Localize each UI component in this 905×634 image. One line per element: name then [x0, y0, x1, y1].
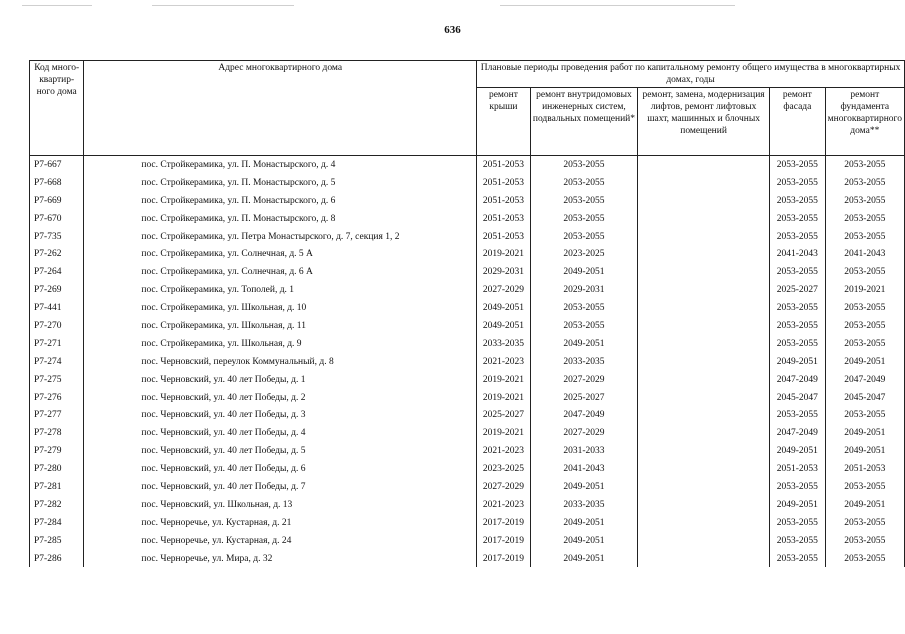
foundation-period-cell: 2053-2055: [825, 317, 904, 335]
building-address-cell: пос. Черновский, ул. Школьная, д. 13: [84, 496, 477, 514]
foundation-period-cell: 2053-2055: [825, 335, 904, 353]
lifts-period-cell: [638, 299, 770, 317]
foundation-period-cell: 2051-2053: [825, 460, 904, 478]
systems-period-cell: 2029-2031: [530, 281, 637, 299]
facade-period-cell: 2041-2043: [770, 245, 826, 263]
lifts-period-cell: [638, 353, 770, 371]
building-code-cell: Р7-284: [30, 514, 84, 532]
systems-period-cell: 2053-2055: [530, 228, 637, 246]
facade-period-cell: 2049-2051: [770, 353, 826, 371]
facade-period-cell: 2053-2055: [770, 299, 826, 317]
building-address-cell: пос. Черновский, ул. 40 лет Победы, д. 4: [84, 424, 477, 442]
lifts-period-cell: [638, 228, 770, 246]
facade-period-cell: 2053-2055: [770, 156, 826, 174]
capital-repair-schedule-table: [29, 60, 905, 567]
building-code-cell: Р7-282: [30, 496, 84, 514]
header-foundation: ремонт фундамента многоквартирного дома**: [825, 88, 904, 156]
building-code-cell: Р7-668: [30, 174, 84, 192]
lifts-period-cell: [638, 192, 770, 210]
header-roof: ремонт крыши: [477, 88, 531, 156]
roof-period-cell: 2023-2025: [477, 460, 531, 478]
building-address-cell: пос. Черновский, ул. 40 лет Победы, д. 7: [84, 478, 477, 496]
roof-period-cell: 2027-2029: [477, 478, 531, 496]
page-number: 636: [444, 24, 461, 36]
roof-period-cell: 2019-2021: [477, 424, 531, 442]
facade-period-cell: 2049-2051: [770, 496, 826, 514]
table-row: [30, 299, 905, 317]
foundation-period-cell: 2049-2051: [825, 424, 904, 442]
building-code-cell: Р7-735: [30, 228, 84, 246]
lifts-period-cell: [638, 281, 770, 299]
facade-period-cell: 2051-2053: [770, 460, 826, 478]
table-row: [30, 406, 905, 424]
foundation-period-cell: 2053-2055: [825, 532, 904, 550]
roof-period-cell: 2021-2023: [477, 496, 531, 514]
building-code-cell: Р7-281: [30, 478, 84, 496]
lifts-period-cell: [638, 442, 770, 460]
lifts-period-cell: [638, 406, 770, 424]
systems-period-cell: 2049-2051: [530, 478, 637, 496]
foundation-period-cell: 2053-2055: [825, 174, 904, 192]
roof-period-cell: 2019-2021: [477, 371, 531, 389]
foundation-period-cell: 2053-2055: [825, 192, 904, 210]
systems-period-cell: 2053-2055: [530, 317, 637, 335]
building-code-cell: Р7-286: [30, 550, 84, 568]
foundation-period-cell: 2019-2021: [825, 281, 904, 299]
facade-period-cell: 2053-2055: [770, 192, 826, 210]
building-code-cell: Р7-276: [30, 389, 84, 407]
systems-period-cell: 2041-2043: [530, 460, 637, 478]
facade-period-cell: 2053-2055: [770, 263, 826, 281]
foundation-period-cell: 2045-2047: [825, 389, 904, 407]
table-row: [30, 389, 905, 407]
facade-period-cell: 2053-2055: [770, 228, 826, 246]
facade-period-cell: 2049-2051: [770, 442, 826, 460]
scan-top-rule: [500, 5, 735, 6]
systems-period-cell: 2047-2049: [530, 406, 637, 424]
building-code-cell: Р7-441: [30, 299, 84, 317]
systems-period-cell: 2053-2055: [530, 156, 637, 174]
foundation-period-cell: 2041-2043: [825, 245, 904, 263]
roof-period-cell: 2017-2019: [477, 550, 531, 568]
lifts-period-cell: [638, 317, 770, 335]
building-address-cell: пос. Стройкерамика, ул. П. Монастырского, д. 4: [84, 156, 477, 174]
table-row: [30, 442, 905, 460]
table-row: [30, 532, 905, 550]
building-address-cell: пос. Стройкерамика, ул. Школьная, д. 10: [84, 299, 477, 317]
systems-period-cell: 2053-2055: [530, 192, 637, 210]
header-lifts: ремонт, замена, модернизация лифтов, ремонт лифтовых шахт, машинных и блочных помещений: [638, 88, 770, 156]
facade-period-cell: 2053-2055: [770, 532, 826, 550]
roof-period-cell: 2033-2035: [477, 335, 531, 353]
building-address-cell: пос. Черновский, ул. 40 лет Победы, д. 5: [84, 442, 477, 460]
lifts-period-cell: [638, 263, 770, 281]
building-code-cell: Р7-274: [30, 353, 84, 371]
systems-period-cell: 2025-2027: [530, 389, 637, 407]
roof-period-cell: 2051-2053: [477, 174, 531, 192]
table-row: [30, 156, 905, 174]
lifts-period-cell: [638, 371, 770, 389]
foundation-period-cell: 2053-2055: [825, 263, 904, 281]
roof-period-cell: 2049-2051: [477, 317, 531, 335]
facade-period-cell: 2047-2049: [770, 371, 826, 389]
systems-period-cell: 2033-2035: [530, 496, 637, 514]
roof-period-cell: 2025-2027: [477, 406, 531, 424]
lifts-period-cell: [638, 245, 770, 263]
table-row: [30, 263, 905, 281]
header-engineering-systems: ремонт внутридомовых инженерных систем, подвальных помещений*: [530, 88, 637, 156]
building-code-cell: Р7-262: [30, 245, 84, 263]
building-address-cell: пос. Черновский, ул. 40 лет Победы, д. 1: [84, 371, 477, 389]
table-row: [30, 478, 905, 496]
lifts-period-cell: [638, 478, 770, 496]
building-address-cell: пос. Черновский, ул. 40 лет Победы, д. 6: [84, 460, 477, 478]
foundation-period-cell: 2053-2055: [825, 299, 904, 317]
lifts-period-cell: [638, 532, 770, 550]
header-facade: ремонт фасада: [770, 88, 826, 156]
building-address-cell: пос. Стройкерамика, ул. П. Монастырского, д. 8: [84, 210, 477, 228]
systems-period-cell: 2053-2055: [530, 174, 637, 192]
facade-period-cell: 2047-2049: [770, 424, 826, 442]
header-planned-periods: Плановые периоды проведения работ по капитальному ремонту общего имущества в многоквартирных домах, годы: [477, 61, 905, 88]
table-row: [30, 174, 905, 192]
lifts-period-cell: [638, 335, 770, 353]
building-code-cell: Р7-279: [30, 442, 84, 460]
facade-period-cell: 2025-2027: [770, 281, 826, 299]
building-address-cell: пос. Черноречье, ул. Кустарная, д. 24: [84, 532, 477, 550]
lifts-period-cell: [638, 460, 770, 478]
building-address-cell: пос. Стройкерамика, ул. Школьная, д. 11: [84, 317, 477, 335]
lifts-period-cell: [638, 496, 770, 514]
foundation-period-cell: 2047-2049: [825, 371, 904, 389]
roof-period-cell: 2049-2051: [477, 299, 531, 317]
systems-period-cell: 2027-2029: [530, 371, 637, 389]
systems-period-cell: 2049-2051: [530, 532, 637, 550]
table-row: [30, 210, 905, 228]
building-code-cell: Р7-275: [30, 371, 84, 389]
building-address-cell: пос. Стройкерамика, ул. Школьная, д. 9: [84, 335, 477, 353]
roof-period-cell: 2051-2053: [477, 228, 531, 246]
table-row: [30, 514, 905, 532]
building-address-cell: пос. Стройкерамика, ул. Солнечная, д. 5 А: [84, 245, 477, 263]
table-row: [30, 335, 905, 353]
facade-period-cell: 2053-2055: [770, 317, 826, 335]
foundation-period-cell: 2053-2055: [825, 210, 904, 228]
building-code-cell: Р7-670: [30, 210, 84, 228]
building-address-cell: пос. Черновский, ул. 40 лет Победы, д. 2: [84, 389, 477, 407]
lifts-period-cell: [638, 156, 770, 174]
systems-period-cell: 2049-2051: [530, 263, 637, 281]
roof-period-cell: 2021-2023: [477, 442, 531, 460]
table-row: [30, 317, 905, 335]
table-row: [30, 424, 905, 442]
building-address-cell: пос. Стройкерамика, ул. П. Монастырского, д. 6: [84, 192, 477, 210]
facade-period-cell: 2053-2055: [770, 174, 826, 192]
facade-period-cell: 2053-2055: [770, 550, 826, 568]
systems-period-cell: 2027-2029: [530, 424, 637, 442]
lifts-period-cell: [638, 514, 770, 532]
foundation-period-cell: 2053-2055: [825, 478, 904, 496]
foundation-period-cell: 2053-2055: [825, 156, 904, 174]
foundation-period-cell: 2049-2051: [825, 442, 904, 460]
roof-period-cell: 2017-2019: [477, 532, 531, 550]
foundation-period-cell: 2049-2051: [825, 353, 904, 371]
facade-period-cell: 2053-2055: [770, 514, 826, 532]
foundation-period-cell: 2053-2055: [825, 550, 904, 568]
roof-period-cell: 2019-2021: [477, 389, 531, 407]
systems-period-cell: 2033-2035: [530, 353, 637, 371]
lifts-period-cell: [638, 550, 770, 568]
roof-period-cell: 2019-2021: [477, 245, 531, 263]
scan-top-rule: [22, 5, 92, 6]
building-code-cell: Р7-264: [30, 263, 84, 281]
lifts-period-cell: [638, 424, 770, 442]
roof-period-cell: 2027-2029: [477, 281, 531, 299]
roof-period-cell: 2051-2053: [477, 210, 531, 228]
lifts-period-cell: [638, 174, 770, 192]
table-body: [30, 156, 905, 568]
building-code-cell: Р7-285: [30, 532, 84, 550]
table-row: [30, 496, 905, 514]
facade-period-cell: 2053-2055: [770, 210, 826, 228]
foundation-period-cell: 2053-2055: [825, 228, 904, 246]
foundation-period-cell: 2049-2051: [825, 496, 904, 514]
building-address-cell: пос. Стройкерамика, ул. Петра Монастырского, д. 7, секция 1, 2: [84, 228, 477, 246]
building-code-cell: Р7-278: [30, 424, 84, 442]
facade-period-cell: 2045-2047: [770, 389, 826, 407]
roof-period-cell: 2051-2053: [477, 156, 531, 174]
systems-period-cell: 2049-2051: [530, 514, 637, 532]
scan-top-rule: [152, 5, 294, 6]
roof-period-cell: 2021-2023: [477, 353, 531, 371]
foundation-period-cell: 2053-2055: [825, 514, 904, 532]
table-row: [30, 192, 905, 210]
header-code: Код много-квартир-ного дома: [30, 61, 84, 156]
lifts-period-cell: [638, 210, 770, 228]
building-address-cell: пос. Стройкерамика, ул. П. Монастырского, д. 5: [84, 174, 477, 192]
facade-period-cell: 2053-2055: [770, 406, 826, 424]
table-row: [30, 550, 905, 568]
systems-period-cell: 2049-2051: [530, 550, 637, 568]
building-code-cell: Р7-271: [30, 335, 84, 353]
table-row: [30, 281, 905, 299]
roof-period-cell: 2051-2053: [477, 192, 531, 210]
table-row: [30, 228, 905, 246]
facade-period-cell: 2053-2055: [770, 478, 826, 496]
foundation-period-cell: 2053-2055: [825, 406, 904, 424]
building-code-cell: Р7-269: [30, 281, 84, 299]
building-code-cell: Р7-280: [30, 460, 84, 478]
table-row: [30, 353, 905, 371]
building-address-cell: пос. Черноречье, ул. Мира, д. 32: [84, 550, 477, 568]
table-row: [30, 371, 905, 389]
facade-period-cell: 2053-2055: [770, 335, 826, 353]
table-row: [30, 460, 905, 478]
building-address-cell: пос. Стройкерамика, ул. Тополей, д. 1: [84, 281, 477, 299]
building-code-cell: Р7-277: [30, 406, 84, 424]
systems-period-cell: 2031-2033: [530, 442, 637, 460]
roof-period-cell: 2029-2031: [477, 263, 531, 281]
systems-period-cell: 2049-2051: [530, 335, 637, 353]
systems-period-cell: 2023-2025: [530, 245, 637, 263]
roof-period-cell: 2017-2019: [477, 514, 531, 532]
header-address: Адрес многоквартирного дома: [84, 61, 477, 156]
table-row: [30, 245, 905, 263]
building-code-cell: Р7-667: [30, 156, 84, 174]
building-code-cell: Р7-270: [30, 317, 84, 335]
systems-period-cell: 2053-2055: [530, 210, 637, 228]
building-address-cell: пос. Черновский, переулок Коммунальный, д. 8: [84, 353, 477, 371]
building-address-cell: пос. Стройкерамика, ул. Солнечная, д. 6 А: [84, 263, 477, 281]
systems-period-cell: 2053-2055: [530, 299, 637, 317]
building-address-cell: пос. Черновский, ул. 40 лет Победы, д. 3: [84, 406, 477, 424]
building-address-cell: пос. Черноречье, ул. Кустарная, д. 21: [84, 514, 477, 532]
building-code-cell: Р7-669: [30, 192, 84, 210]
lifts-period-cell: [638, 389, 770, 407]
